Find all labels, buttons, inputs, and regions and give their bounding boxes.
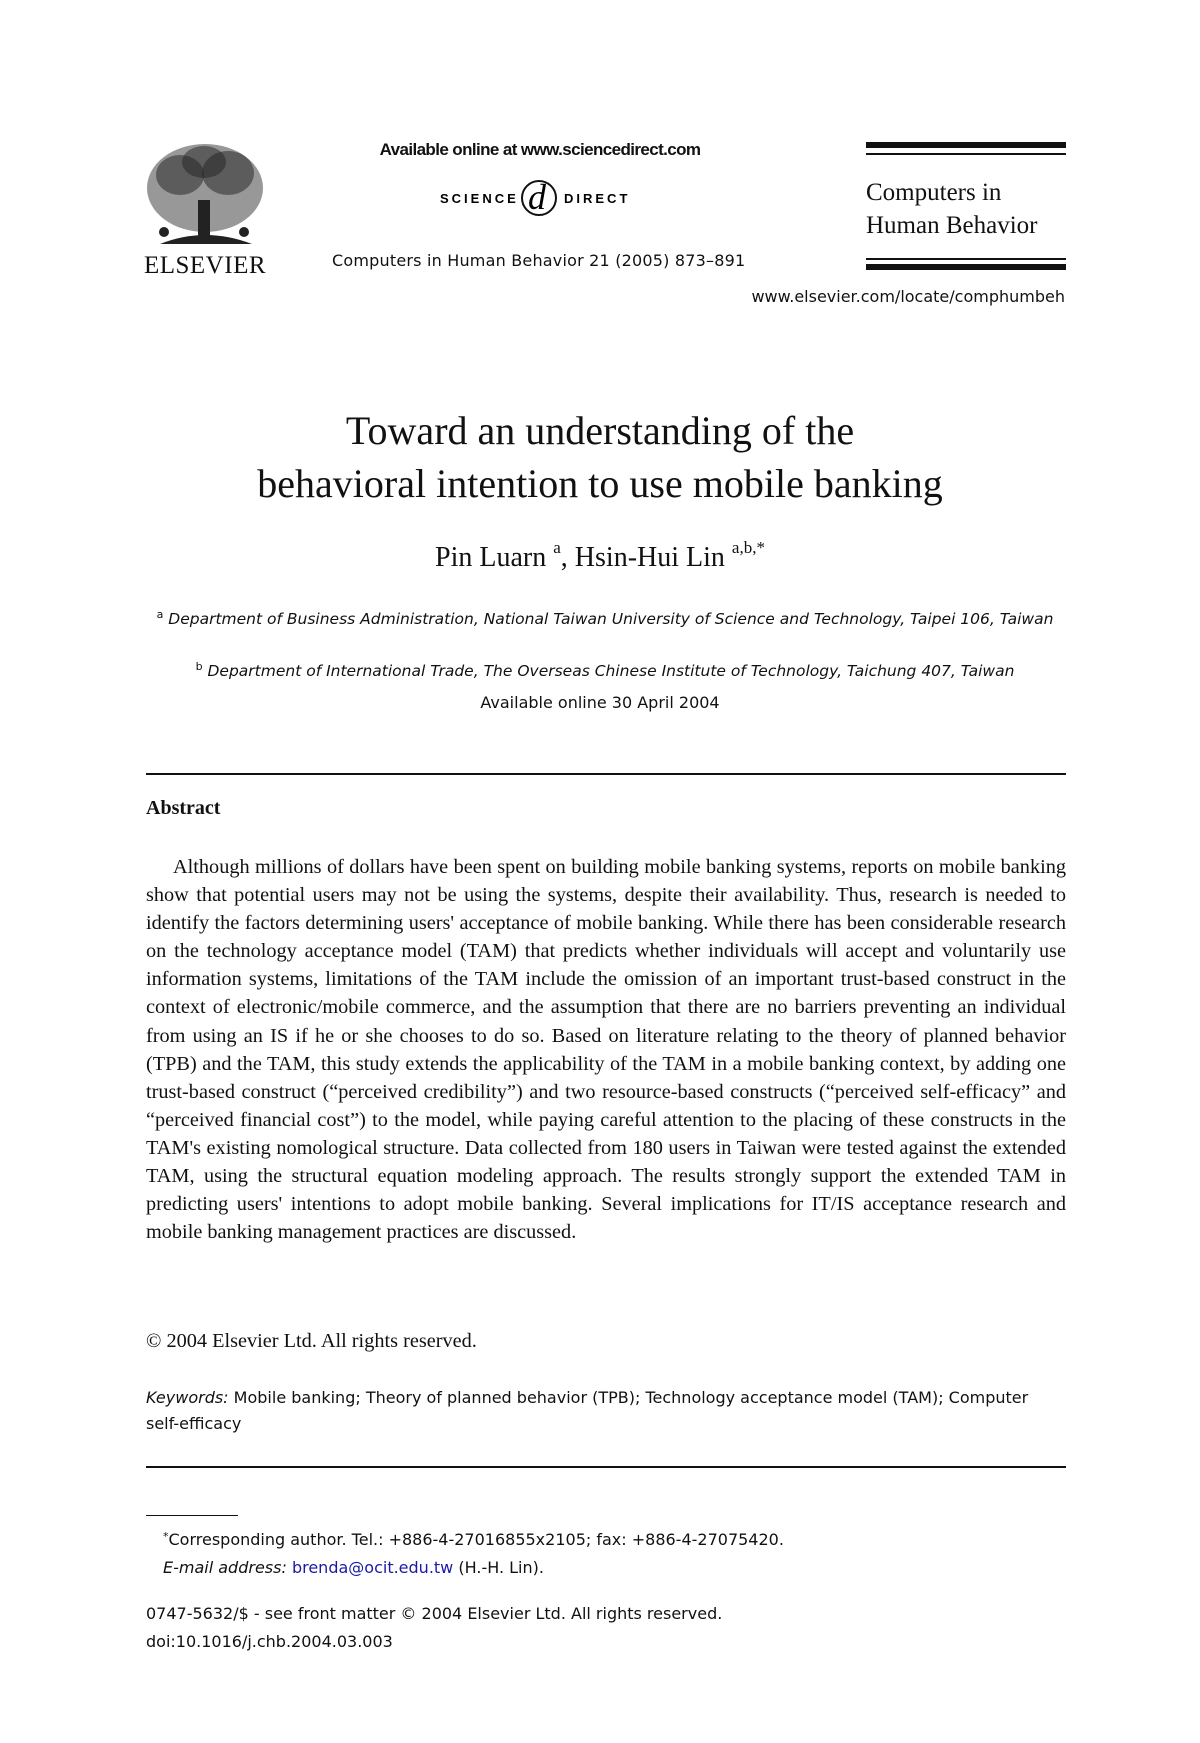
title-line-1: Toward an understanding of the bbox=[345, 408, 855, 453]
journal-rule-bottom-1 bbox=[866, 258, 1066, 260]
keywords-label: Keywords: bbox=[146, 1388, 229, 1407]
journal-citation: Computers in Human Behavior 21 (2005) 873–891 bbox=[332, 251, 746, 270]
corresponding-author-text: Corresponding author. Tel.: +886-4-27016855x2105; fax: +886-4-27075420. bbox=[168, 1530, 784, 1549]
doi[interactable]: doi:10.1016/j.chb.2004.03.003 bbox=[146, 1632, 393, 1651]
abstract-copyright: © 2004 Elsevier Ltd. All rights reserved. bbox=[146, 1330, 477, 1352]
abstract-heading: Abstract bbox=[146, 797, 221, 819]
journal-name-line1: Computers in bbox=[866, 179, 1002, 206]
journal-name-line2: Human Behavior bbox=[866, 212, 1038, 239]
author-2-name: Hsin-Hui Lin bbox=[574, 542, 725, 573]
journal-url-link[interactable]: www.elsevier.com/locate/comphumbeh bbox=[751, 287, 1065, 306]
journal-name bbox=[866, 176, 1037, 242]
sd-logo-left: SCIENCE bbox=[440, 191, 519, 206]
footnote-mark: * bbox=[163, 1530, 169, 1543]
author-1-affiliation-mark: a bbox=[553, 538, 561, 557]
abstract-body: Although millions of dollars have been spent on building mobile banking systems, reports on mobile banking show that potential users may not be using the systems, despite their availability. Thus, research is needed to identify the factors determining users' acceptance of mobile banking. While there has been considerable research on the technology acceptance model (TAM) that predicts whether individuals will accept and voluntarily use information systems, limitations of the TAM include the omission of an important trust-based construct in the context of electronic/mobile commerce, and the assumption that there are no barriers preventing an individual from using an IS if he or she chooses to do so. Based on literature relating to the theory of planned behavior (TPB) and the TAM, this study extends the applicability of the TAM in a mobile banking context, by adding one trust-based construct (“perceived credibility”) and two resource-based constructs (“perceived self-efficacy” and “perceived financial cost”) to the model, while paying careful attention to the placing of these constructs in the TAM's existing nomological structure. Data collected from 180 users in Taiwan were tested against the extended TAM, using the structural equation modeling approach. The results strongly support the extended TAM in predicting users' intentions to adopt mobile banking. Several implications for IT/IS acceptance research and mobile banking management practices are discussed. bbox=[146, 856, 1066, 1244]
available-date: Available online 30 April 2004 bbox=[480, 693, 720, 712]
author-list: Pin Luarn $^a$, Hsin-Hui Lin $^{a,b,*}$ bbox=[435, 538, 765, 573]
affiliation-a-mark: a bbox=[156, 608, 164, 621]
author-1-name: Pin Luarn bbox=[435, 542, 547, 573]
divider-bottom bbox=[146, 1466, 1066, 1468]
email-note bbox=[163, 1554, 1063, 1582]
footnote-rule bbox=[146, 1515, 238, 1516]
front-matter bbox=[146, 1600, 722, 1656]
affiliation-b bbox=[140, 654, 1070, 684]
affiliation-a bbox=[140, 602, 1070, 632]
sd-logo-mark: d bbox=[528, 177, 546, 217]
divider-top bbox=[146, 773, 1066, 775]
article-title bbox=[100, 404, 1100, 510]
footnote bbox=[163, 1523, 1063, 1582]
journal-rule-top-1 bbox=[866, 142, 1066, 148]
journal-rule-top-2 bbox=[866, 153, 1066, 155]
email-label: E-mail address: bbox=[163, 1558, 287, 1577]
author-2-affiliation-mark: a,b,* bbox=[731, 538, 765, 557]
corresponding-author-note bbox=[163, 1523, 1063, 1554]
affiliation-b-mark: b bbox=[195, 660, 203, 673]
keywords bbox=[146, 1385, 1066, 1437]
affiliation-b-text: Department of International Trade, The Overseas Chinese Institute of Technology, Taichung 407, Taiwan bbox=[207, 662, 1015, 680]
front-matter-copyright: 0747-5632/$ - see front matter © 2004 Elsevier Ltd. All rights reserved. bbox=[146, 1604, 723, 1623]
affiliation-a-text: Department of Business Administration, National Taiwan University of Science and Technology, Taipei 106, Taiwan bbox=[168, 610, 1054, 628]
email-owner: (H.-H. Lin). bbox=[458, 1558, 544, 1577]
title-line-2: behavioral intention to use mobile banking bbox=[257, 461, 943, 506]
email-link[interactable]: brenda@ocit.edu.tw bbox=[291, 1558, 454, 1577]
available-online-text: Available online at www.sciencedirect.com bbox=[379, 140, 701, 159]
journal-rule-bottom-2 bbox=[866, 264, 1066, 270]
publisher-name: ELSEVIER bbox=[143, 252, 267, 279]
sd-logo-right: DIRECT bbox=[564, 191, 631, 206]
sciencedirect-logo bbox=[440, 172, 650, 220]
keywords-text: Mobile banking; Theory of planned behavior (TPB); Technology acceptance model (TAM); Computer self-efficacy bbox=[146, 1388, 1029, 1433]
